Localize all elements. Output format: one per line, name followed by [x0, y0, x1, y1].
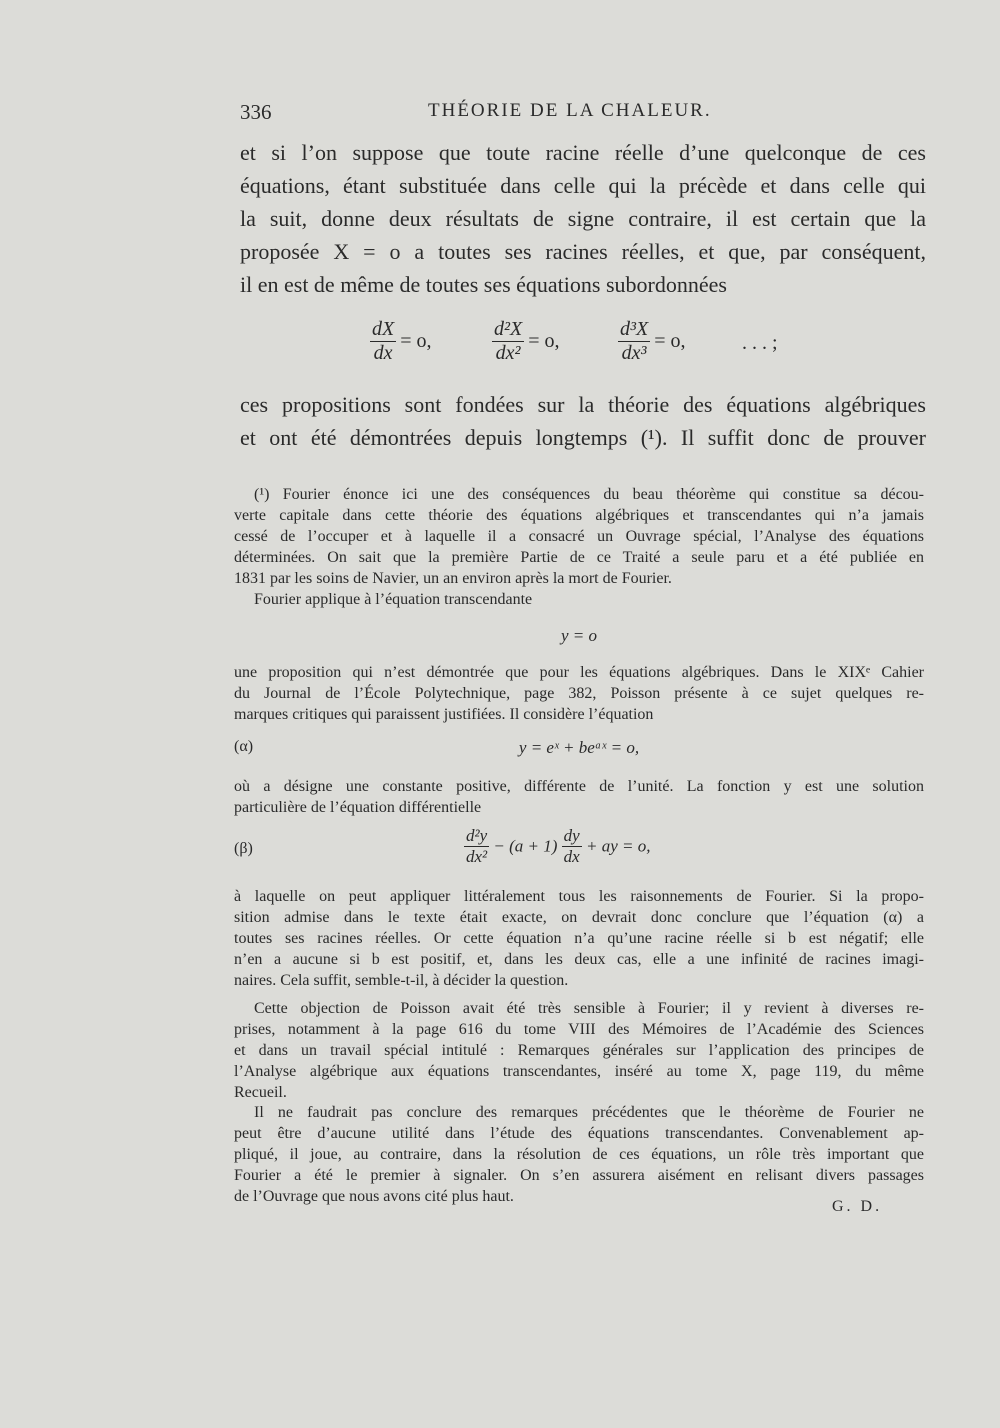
- equation-rhs: = o,: [528, 330, 560, 352]
- fraction-numerator: dy: [563, 826, 580, 845]
- footnote-line: pliqué, il joue, au contraire, dans la résolution de ces équations, un rôle très important que: [234, 1146, 924, 1163]
- text-line: la suit, donne deux résultats de signe contraire, il est certain que la: [240, 206, 926, 231]
- footnote-line: une proposition qui n’est démontrée que pour les équations algébriques. Dans le XIXᵉ Cahier: [234, 664, 924, 681]
- main-paragraph-continued: [240, 388, 926, 454]
- equation-end-term: + ay = o,: [585, 836, 651, 856]
- equation-middle-term: − (a + 1): [493, 836, 558, 856]
- footnote-paragraph-4: [234, 776, 924, 818]
- footnote-line: de l’Ouvrage que nous avons cité plus haut.: [234, 1188, 514, 1205]
- main-paragraph: [240, 136, 926, 301]
- footnote-line: du Journal de l’École Polytechnique, page 382, Poisson présente à ce sujet quelques re-: [234, 685, 924, 702]
- footnote-line: marques critiques qui paraissent justifiées. Il considère l’équation: [234, 706, 654, 723]
- fraction-denominator: dx: [563, 847, 580, 866]
- fraction-denominator: dx²: [466, 847, 488, 866]
- footnote-line: n’en a aucune si b est positif, et, dans les deux cas, elle a une infinité de racines imagi-: [234, 951, 924, 968]
- footnote-line: sition admise dans le texte était exacte, on devrait donc conclure que l’équation (α) a: [234, 909, 924, 926]
- fraction-numerator: d²y: [466, 826, 488, 845]
- equation-y-zero: y = o: [560, 626, 598, 645]
- equation-label-alpha: (α): [234, 738, 254, 755]
- footnote-line: Cette objection de Poisson avait été très sensible à Fourier; il y revient à diverses re-: [254, 1000, 924, 1017]
- footnote-line: Fourier a été le premier à signaler. On s’en assurera aisément en relisant divers passages: [234, 1167, 924, 1184]
- text-line: et si l’on suppose que toute racine réelle d’une quelconque de ces: [240, 140, 926, 165]
- footnote-line: naires. Cela suffit, semble-t-il, à décider la question.: [234, 972, 569, 989]
- footnote-line: l’Analyse algébrique aux équations transcendantes, inséré au tome X, page 119, du même: [234, 1063, 924, 1080]
- fraction-numerator: d³X: [620, 318, 649, 340]
- footnote-line: Recueil.: [234, 1084, 287, 1101]
- equation-rhs: = o,: [400, 330, 432, 352]
- ellipsis: . . . ;: [742, 332, 778, 354]
- fraction-denominator: dx: [373, 342, 393, 364]
- equation: [492, 318, 560, 365]
- footnote-paragraph-5: [234, 886, 924, 991]
- text-line: proposée X = o a toutes ses racines réelles, et que, par conséquent,: [240, 239, 926, 264]
- page-number: 336: [240, 100, 272, 124]
- page-header: [240, 100, 740, 130]
- footnote-line: Fourier applique à l’équation transcendante: [254, 591, 533, 608]
- signature-initials: G. D.: [832, 1198, 883, 1215]
- equation-rhs: = o,: [654, 330, 686, 352]
- footnote-line: (¹) Fourier énonce ici une des conséquences du beau théorème qui constitue sa décou-: [254, 486, 924, 503]
- footnote-line: où a désigne une constante positive, différente de l’unité. La fonction y est une solution: [234, 778, 924, 795]
- footnote-line: Il ne faudrait pas conclure des remarques précédentes que le théorème de Fourier ne: [254, 1104, 924, 1121]
- footnote-line: et dans un travail spécial intitulé : Remarques générales sur l’application des principes de: [234, 1042, 924, 1059]
- equation-label-beta: (β): [234, 840, 253, 857]
- fraction-denominator: dx³: [621, 342, 647, 364]
- fraction-denominator: dx²: [495, 342, 521, 364]
- footnote-paragraph-6: [234, 998, 924, 1103]
- footnote-line: à laquelle on peut appliquer littéralement tous les raisonnements de Fourier. Si la propo-: [234, 888, 924, 905]
- fraction-numerator: d²X: [494, 318, 523, 340]
- equation-alpha: y = eˣ + beᵃˣ = o,: [518, 738, 640, 757]
- footnote-paragraph-1: [234, 484, 924, 610]
- derivative-equations: [370, 318, 800, 368]
- footnote-line: particulière de l’équation différentielle: [234, 799, 482, 816]
- text-line: il en est de même de toutes ses équations subordonnées: [240, 272, 727, 297]
- text-line: et ont été démontrées depuis longtemps (¹). Il suffit donc de prouver: [240, 425, 926, 450]
- equation: [618, 318, 686, 365]
- equation: [370, 318, 432, 365]
- text-line: ces propositions sont fondées sur la théorie des équations algébriques: [240, 392, 926, 417]
- footnote-line: déterminées. On sait que la première Partie de ce Traité a seule paru et a été publiée en: [234, 549, 924, 566]
- fraction-numerator: dX: [372, 318, 395, 340]
- footnote-paragraph-7: [234, 1102, 924, 1207]
- footnote-line: prises, notamment à la page 616 du tome VIII des Mémoires de l’Académie des Sciences: [234, 1021, 924, 1038]
- footnote-line: verte capitale dans cette théorie des équations algébriques et transcendantes qui n’a jamais: [234, 507, 924, 524]
- footnote-line: 1831 par les soins de Navier, un an environ après la mort de Fourier.: [234, 570, 672, 587]
- equation-beta: [464, 826, 650, 867]
- footnote-paragraph-3: [234, 662, 924, 725]
- footnote-line: toutes ses racines réelles. Or cette équation n’a qu’une racine réelle si b est négatif; elle: [234, 930, 924, 947]
- text-line: équations, étant substituée dans celle qui la précède et dans celle qui: [240, 173, 926, 198]
- footnote-line: peut être d’aucune utilité dans l’étude des équations transcendantes. Convenablement ap-: [234, 1125, 924, 1142]
- running-title: THÉORIE DE LA CHALEUR.: [428, 100, 712, 121]
- footnote-line: cessé de l’occuper et à laquelle il a consacré un Ouvrage spécial, l’Analyse des équations: [234, 528, 924, 545]
